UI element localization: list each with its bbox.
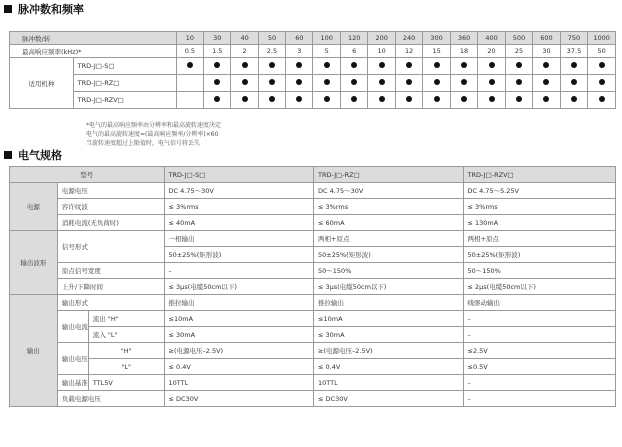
spec-value: 两相+原点 <box>314 231 463 247</box>
section-title-electrical-text: 电气规格 <box>18 149 62 162</box>
availability-dot-icon <box>269 79 275 85</box>
model-row <box>10 75 616 92</box>
availability-cell <box>286 92 313 109</box>
spec-value: 50±25%(矩形波) <box>164 247 313 263</box>
pulse-row <box>10 32 616 45</box>
availability-cell <box>340 58 367 75</box>
bullet-square-icon <box>4 5 12 13</box>
pulse-cell: 240 <box>395 32 422 45</box>
pulse-cell: 300 <box>423 32 450 45</box>
availability-cell <box>450 92 477 109</box>
spec-sub: 负载电源电压 <box>57 391 164 407</box>
pulse-cell: 1000 <box>588 32 616 45</box>
spec-value: ≤ DC30V <box>314 391 463 407</box>
freq-cell: 15 <box>423 45 450 58</box>
spec-row <box>10 391 616 407</box>
availability-cell <box>231 58 258 75</box>
availability-dot-icon <box>214 62 220 68</box>
freq-cell: 50 <box>588 45 616 58</box>
availability-cell <box>395 75 422 92</box>
spec-value: 10TTL <box>314 375 463 391</box>
spec-row <box>10 183 616 199</box>
spec-value: ≥(电源电压–2.5V) <box>314 343 463 359</box>
pulse-cell: 200 <box>368 32 395 45</box>
availability-dot-icon <box>543 79 549 85</box>
pulse-cell: 400 <box>478 32 505 45</box>
spec-sub: 电源电压 <box>57 183 164 199</box>
spec-value: DC 4.75～30V <box>314 183 463 199</box>
availability-dot-icon <box>269 96 275 102</box>
spec-row <box>10 279 616 295</box>
pulse-cell: 100 <box>313 32 340 45</box>
availability-cell <box>505 92 532 109</box>
spec-value: ≤ 3μs(电缆50cm以下) <box>314 279 463 295</box>
availability-dot-icon <box>571 79 577 85</box>
spec-row <box>10 327 616 343</box>
section-title-pulse-text: 脉冲数和频率 <box>18 3 84 16</box>
availability-cell <box>588 75 616 92</box>
availability-cell <box>231 92 258 109</box>
availability-dot-icon <box>461 79 467 85</box>
availability-dot-icon <box>296 79 302 85</box>
spec-value: 推拉输出 <box>314 295 463 311</box>
spec-value: – <box>463 375 616 391</box>
availability-cell <box>368 75 395 92</box>
availability-dot-icon <box>269 62 275 68</box>
spec-sub2: "H" <box>88 343 164 359</box>
spec-sub: 输出形式 <box>57 295 164 311</box>
freq-cell: 25 <box>505 45 532 58</box>
availability-dot-icon <box>434 62 440 68</box>
spec-value: ≤0.5V <box>463 359 616 375</box>
spec-value: ≤ 60mA <box>314 215 463 231</box>
spec-value: 50±25%(矩形波) <box>314 247 463 263</box>
availability-dot-icon <box>214 79 220 85</box>
spec-value: ≤ 40mA <box>164 215 313 231</box>
availability-cell <box>286 75 313 92</box>
availability-cell <box>423 58 450 75</box>
availability-cell <box>478 92 505 109</box>
spec-value: – <box>164 263 313 279</box>
availability-dot-icon <box>324 79 330 85</box>
availability-dot-icon <box>516 96 522 102</box>
availability-cell <box>313 92 340 109</box>
spec-sub: 输出电流 <box>57 311 88 343</box>
availability-dot-icon <box>406 79 412 85</box>
pulse-cell: 60 <box>286 32 313 45</box>
spec-sub: 输出基准 <box>57 375 88 391</box>
spec-sub2: "L" <box>88 359 164 375</box>
model-name: TRD-J□-RZ□ <box>73 75 176 92</box>
spec-row <box>10 295 616 311</box>
availability-dot-icon <box>324 62 330 68</box>
spec-sub: 原点信号宽度 <box>57 263 164 279</box>
spec-value: – <box>463 391 616 407</box>
availability-dot-icon <box>406 96 412 102</box>
note-line: 电气的最高旋转速度=(最高响应频率/分辨率)×60 <box>86 131 219 138</box>
spec-sub: 容许纹波 <box>57 199 164 215</box>
spec-value: ≤10mA <box>164 311 313 327</box>
spec-value: 线驱动输出 <box>463 295 616 311</box>
group-output: 输出 <box>10 295 58 407</box>
spec-value: ≤ 3%rms <box>164 199 313 215</box>
availability-dot-icon <box>187 62 193 68</box>
spec-value: ≤ 3μs(电缆50cm以下) <box>164 279 313 295</box>
availability-dot-icon <box>489 62 495 68</box>
availability-dot-icon <box>379 62 385 68</box>
spec-model-header: TRD-J□-RZ□ <box>314 167 463 183</box>
availability-dot-icon <box>543 96 549 102</box>
availability-cell <box>368 92 395 109</box>
availability-dot-icon <box>242 79 248 85</box>
freq-cell: 10 <box>368 45 395 58</box>
freq-cell: 3 <box>286 45 313 58</box>
spec-value: 50±25%(矩形波) <box>463 247 616 263</box>
availability-cell <box>560 75 588 92</box>
availability-cell <box>423 75 450 92</box>
spec-sub: 消耗电流(无负荷时) <box>57 215 164 231</box>
availability-dot-icon <box>296 62 302 68</box>
availability-cell <box>204 92 231 109</box>
pulse-cell: 10 <box>176 32 203 45</box>
spec-row <box>10 231 616 247</box>
spec-value: 一相输出 <box>164 231 313 247</box>
spec-header-label: 型号 <box>10 167 165 183</box>
model-name: TRD-J□-S□ <box>73 58 176 75</box>
model-name: TRD-J□-RZV□ <box>73 92 176 109</box>
availability-cell <box>395 92 422 109</box>
spec-value: ≤2.5V <box>463 343 616 359</box>
availability-cell <box>560 92 588 109</box>
availability-dot-icon <box>324 96 330 102</box>
availability-dot-icon <box>351 96 357 102</box>
spec-sub: 输出电压 <box>57 343 88 375</box>
model-row <box>10 58 616 75</box>
availability-cell <box>423 92 450 109</box>
spec-row <box>10 343 616 359</box>
availability-cell <box>204 75 231 92</box>
availability-cell <box>478 58 505 75</box>
note-line: 当旋转速度超过上限值时，电气信号将丢失 <box>86 140 201 147</box>
pulse-cell: 600 <box>533 32 560 45</box>
availability-cell <box>588 92 616 109</box>
models-label: 适用机种 <box>10 58 74 109</box>
availability-cell <box>258 75 285 92</box>
availability-dot-icon <box>571 62 577 68</box>
spec-sub: 上升/下降时间 <box>57 279 164 295</box>
spec-value: ≤ 2μs(电缆50cm以下) <box>463 279 616 295</box>
spec-sub2: 流出 "H" <box>88 311 164 327</box>
spec-row <box>10 359 616 375</box>
electrical-spec-table <box>9 166 616 407</box>
spec-value: 10TTL <box>164 375 313 391</box>
availability-cell <box>533 58 560 75</box>
freq-row <box>10 45 616 58</box>
availability-dot-icon <box>242 62 248 68</box>
availability-cell <box>231 75 258 92</box>
availability-cell <box>478 75 505 92</box>
spec-row <box>10 199 616 215</box>
freq-cell: 18 <box>450 45 477 58</box>
spec-sub: 信号形式 <box>57 231 164 263</box>
pulse-cell: 50 <box>258 32 285 45</box>
spec-value: 两相+原点 <box>463 231 616 247</box>
freq-cell: 2 <box>231 45 258 58</box>
availability-cell <box>340 92 367 109</box>
availability-dot-icon <box>406 62 412 68</box>
pulse-frequency-table <box>9 31 616 109</box>
availability-dot-icon <box>489 79 495 85</box>
availability-cell <box>560 58 588 75</box>
availability-cell <box>588 58 616 75</box>
availability-cell <box>368 58 395 75</box>
freq-cell: 20 <box>478 45 505 58</box>
availability-cell <box>286 58 313 75</box>
availability-cell <box>533 75 560 92</box>
availability-dot-icon <box>434 79 440 85</box>
freq-cell: 0.5 <box>176 45 203 58</box>
availability-cell <box>258 92 285 109</box>
section-title-electrical <box>4 148 62 162</box>
spec-row <box>10 375 616 391</box>
spec-sub2: 流入 "L" <box>88 327 164 343</box>
availability-dot-icon <box>461 62 467 68</box>
availability-dot-icon <box>461 96 467 102</box>
spec-value: DC 4.75～5.25V <box>463 183 616 199</box>
model-row <box>10 92 616 109</box>
spec-value: ≤ 0.4V <box>164 359 313 375</box>
pulse-cell: 750 <box>560 32 588 45</box>
notes <box>86 121 221 148</box>
spec-row <box>10 263 616 279</box>
availability-cell <box>313 58 340 75</box>
spec-value: ≤10mA <box>314 311 463 327</box>
spec-value: ≤ 30mA <box>164 327 313 343</box>
pulse-cell: 120 <box>340 32 367 45</box>
availability-dot-icon <box>599 79 605 85</box>
availability-dot-icon <box>296 96 302 102</box>
spec-value: ≤ 3%rms <box>314 199 463 215</box>
availability-dot-icon <box>351 62 357 68</box>
note-line: *电气的最高响应频率由分辨率和最高旋转速度决定 <box>86 122 222 129</box>
spec-model-header: TRD-J□-RZV□ <box>463 167 616 183</box>
freq-cell: 1.5 <box>204 45 231 58</box>
availability-dot-icon <box>434 96 440 102</box>
pulse-header-label: 脉冲数/转 <box>10 32 177 45</box>
availability-cell <box>176 75 203 92</box>
availability-dot-icon <box>214 96 220 102</box>
availability-cell <box>176 92 203 109</box>
group-power: 电源 <box>10 183 58 231</box>
availability-dot-icon <box>379 79 385 85</box>
freq-cell: 5 <box>313 45 340 58</box>
availability-dot-icon <box>599 96 605 102</box>
spec-value: – <box>463 327 616 343</box>
freq-cell: 30 <box>533 45 560 58</box>
availability-cell <box>395 58 422 75</box>
spec-value: 50～150% <box>314 263 463 279</box>
pulse-cell: 500 <box>505 32 532 45</box>
spec-value: ≤ 0.4V <box>314 359 463 375</box>
availability-dot-icon <box>516 62 522 68</box>
pulse-cell: 360 <box>450 32 477 45</box>
availability-cell <box>340 75 367 92</box>
availability-dot-icon <box>351 79 357 85</box>
freq-label: 最高响应频率(kHz)* <box>10 45 177 58</box>
spec-header-row <box>10 167 616 183</box>
pulse-cell: 40 <box>231 32 258 45</box>
spec-value: ≤ 30mA <box>314 327 463 343</box>
availability-dot-icon <box>242 96 248 102</box>
availability-cell <box>450 75 477 92</box>
availability-dot-icon <box>543 62 549 68</box>
spec-value: ≤ 3%rms <box>463 199 616 215</box>
spec-value: 推拉输出 <box>164 295 313 311</box>
spec-model-header: TRD-J□-S□ <box>164 167 313 183</box>
freq-cell: 12 <box>395 45 422 58</box>
availability-dot-icon <box>571 96 577 102</box>
bullet-square-icon <box>4 151 12 159</box>
spec-value: – <box>463 311 616 327</box>
pulse-cell: 30 <box>204 32 231 45</box>
spec-value: ≤ 130mA <box>463 215 616 231</box>
availability-cell <box>505 58 532 75</box>
spec-value: DC 4.75～30V <box>164 183 313 199</box>
availability-dot-icon <box>516 79 522 85</box>
availability-cell <box>313 75 340 92</box>
spec-row <box>10 311 616 327</box>
availability-cell <box>505 75 532 92</box>
availability-dot-icon <box>599 62 605 68</box>
availability-cell <box>176 58 203 75</box>
spec-row <box>10 215 616 231</box>
availability-dot-icon <box>489 96 495 102</box>
spec-sub2: TTL5V <box>88 375 164 391</box>
spec-value: ≤ DC30V <box>164 391 313 407</box>
section-title-pulse <box>4 2 84 16</box>
availability-dot-icon <box>379 96 385 102</box>
availability-cell <box>258 58 285 75</box>
freq-cell: 6 <box>340 45 367 58</box>
freq-cell: 37.5 <box>560 45 588 58</box>
freq-cell: 2.5 <box>258 45 285 58</box>
group-waveform: 输出波形 <box>10 231 58 295</box>
availability-cell <box>204 58 231 75</box>
spec-value: ≥(电源电压–2.5V) <box>164 343 313 359</box>
availability-cell <box>450 58 477 75</box>
availability-cell <box>533 92 560 109</box>
spec-value: 50～150% <box>463 263 616 279</box>
